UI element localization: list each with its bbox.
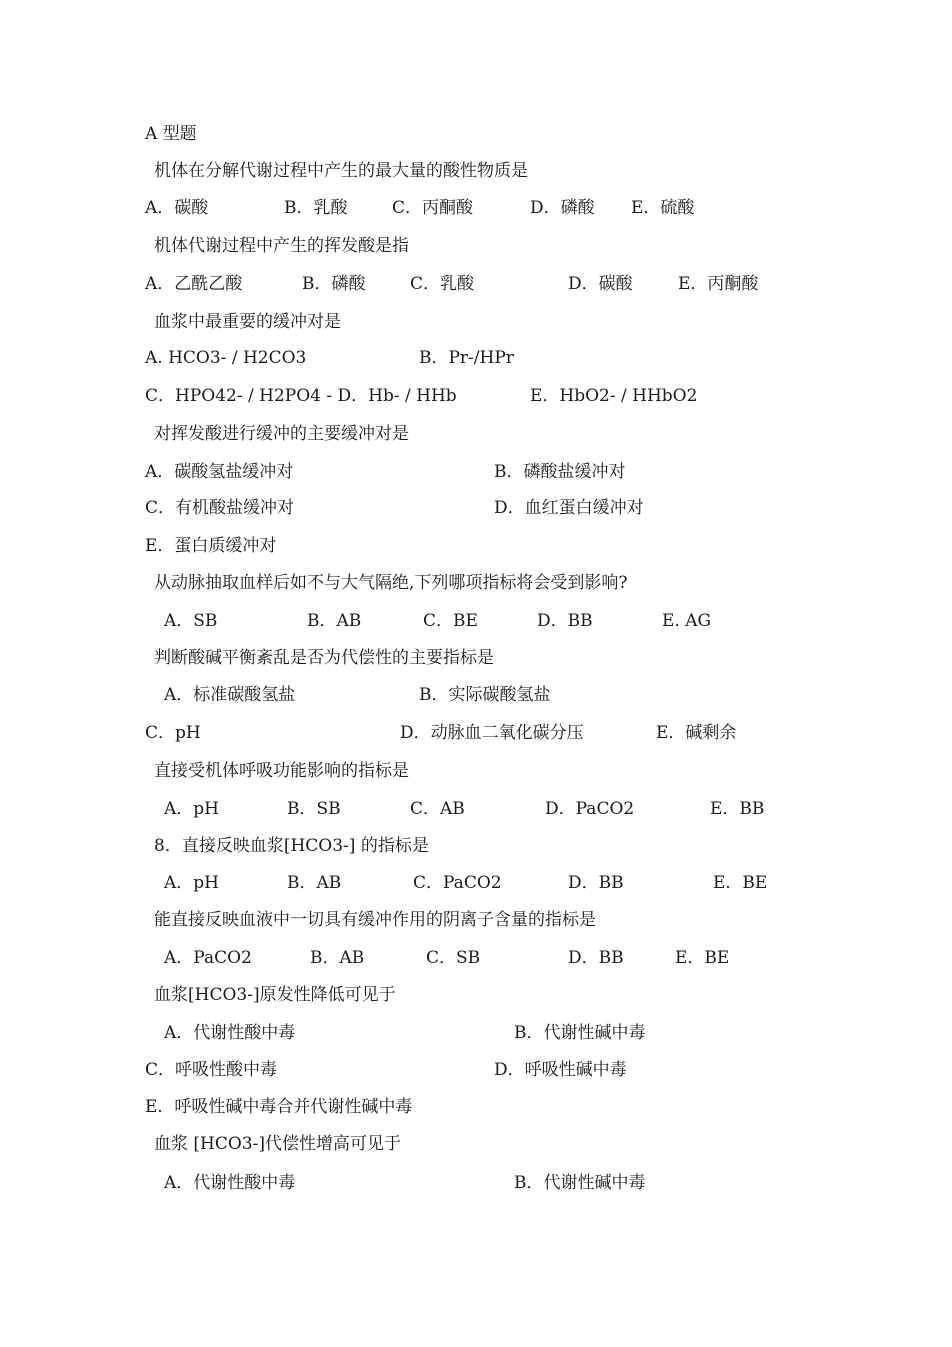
option-c: C．有机酸盐缓冲对: [145, 498, 295, 518]
question-stem: 从动脉抽取血样后如不与大气隔绝,下列哪项指标将会受到影响?: [154, 573, 628, 593]
option-e: E．BE: [713, 873, 768, 893]
option-e: E．丙酮酸: [678, 274, 759, 294]
option-c-d: C．HPO42- / H2PO4 - D．Hb- / HHb: [145, 386, 457, 406]
option-c: C．乳酸: [410, 274, 475, 294]
option-e: E．碱剩余: [656, 723, 737, 743]
option-b: B．磷酸盐缓冲对: [494, 462, 626, 482]
question-stem: 血浆 [HCO3-]代偿性增高可见于: [154, 1134, 401, 1154]
option-a: A．PaCO2: [164, 948, 252, 968]
option-b: B．AB: [287, 873, 342, 893]
option-d: D．血红蛋白缓冲对: [494, 498, 644, 518]
question-stem: 对挥发酸进行缓冲的主要缓冲对是: [154, 424, 409, 444]
question-stem: 血浆中最重要的缓冲对是: [154, 312, 341, 332]
option-e: E. AG: [662, 611, 712, 631]
section-title: A 型题: [145, 124, 197, 144]
question-stem: 机体代谢过程中产生的挥发酸是指: [154, 236, 409, 256]
option-d: D．PaCO2: [545, 799, 635, 819]
option-c: C．AB: [410, 799, 465, 819]
option-e: E．硫酸: [631, 198, 695, 218]
question-stem: 判断酸碱平衡紊乱是否为代偿性的主要指标是: [154, 648, 494, 668]
option-a: A. HCO3- / H2CO3: [145, 348, 307, 368]
question-stem: 能直接反映血液中一切具有缓冲作用的阴离子含量的指标是: [154, 910, 596, 930]
option-d: D．磷酸: [530, 198, 595, 218]
option-d: D．BB: [568, 873, 624, 893]
option-c: C．PaCO2: [413, 873, 502, 893]
option-c: C．SB: [426, 948, 481, 968]
option-b: B．代谢性碱中毒: [514, 1023, 646, 1043]
option-c: C．呼吸性酸中毒: [145, 1060, 278, 1080]
option-b: B．AB: [310, 948, 365, 968]
option-e: E．蛋白质缓冲对: [145, 536, 277, 556]
option-b: B．磷酸: [302, 274, 366, 294]
option-b: B．Pr-/HPr: [419, 348, 514, 368]
option-b: B．乳酸: [284, 198, 348, 218]
option-a: A．代谢性酸中毒: [164, 1173, 296, 1193]
option-b: B．SB: [287, 799, 341, 819]
option-c: C．BE: [423, 611, 478, 631]
option-e: E．BB: [710, 799, 765, 819]
option-a: A．碳酸氢盐缓冲对: [145, 462, 294, 482]
option-b: B．AB: [307, 611, 362, 631]
option-a: A．pH: [164, 873, 219, 893]
option-b: B．代谢性碱中毒: [514, 1173, 646, 1193]
option-e: E．HbO2- / HHbO2: [530, 386, 698, 406]
option-d: D．BB: [537, 611, 593, 631]
option-e: E．呼吸性碱中毒合并代谢性碱中毒: [145, 1097, 413, 1117]
option-c: C．丙酮酸: [392, 198, 474, 218]
option-a: A．SB: [164, 611, 218, 631]
option-d: D．呼吸性碱中毒: [494, 1060, 627, 1080]
option-a: A．乙酰乙酸: [145, 274, 243, 294]
option-d: D．碳酸: [568, 274, 633, 294]
option-d: D．动脉血二氧化碳分压: [400, 723, 584, 743]
option-c: C．pH: [145, 723, 201, 743]
question-stem: 机体在分解代谢过程中产生的最大量的酸性物质是: [154, 161, 528, 181]
option-b: B．实际碳酸氢盐: [419, 685, 551, 705]
option-e: E．BE: [675, 948, 730, 968]
option-d: D．BB: [568, 948, 624, 968]
option-a: A．碳酸: [145, 198, 209, 218]
option-a: A．代谢性酸中毒: [164, 1023, 296, 1043]
question-stem: 血浆[HCO3-]原发性降低可见于: [154, 985, 396, 1005]
question-stem: 直接受机体呼吸功能影响的指标是: [154, 761, 409, 781]
question-stem: 8．直接反映血浆[HCO3-] 的指标是: [154, 836, 429, 856]
option-a: A．标准碳酸氢盐: [164, 685, 296, 705]
option-a: A．pH: [164, 799, 219, 819]
